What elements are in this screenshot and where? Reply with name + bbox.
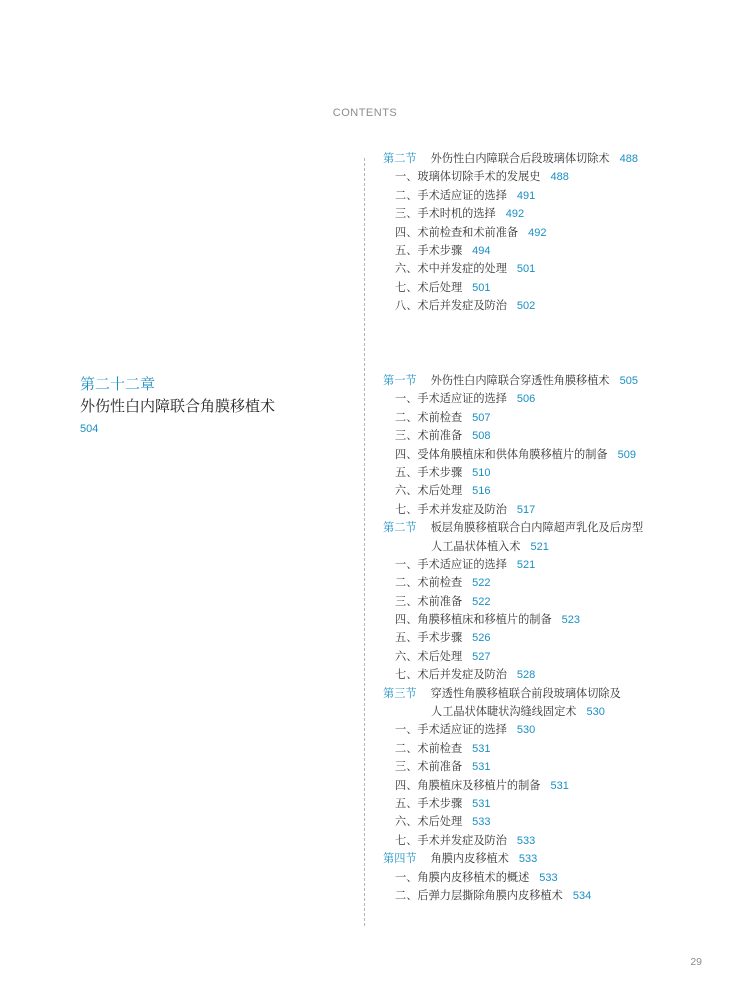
chapter-title: 外伤性白内障联合角膜移植术: [80, 397, 276, 415]
toc-item-entry[interactable]: [383, 224, 713, 242]
toc-item-entry[interactable]: [383, 482, 713, 500]
toc-item-entry[interactable]: [383, 501, 713, 519]
entry-page-number: 528: [516, 669, 536, 682]
entry-title: 六、术后处理: [395, 815, 463, 829]
entry-title: 三、手术时机的选择: [395, 207, 496, 221]
section-label: 第三节: [383, 686, 417, 700]
toc-section-entry[interactable]: [383, 850, 713, 868]
entry-page-number: 510: [472, 466, 491, 479]
toc-item-entry[interactable]: [383, 869, 713, 887]
toc-item-entry[interactable]: [383, 832, 713, 850]
entry-title: 四、受体角膜植床和供体角膜移植片的制备: [395, 447, 608, 461]
toc-item-entry[interactable]: [383, 758, 713, 776]
section-label: 第二节: [383, 152, 417, 165]
entry-title: 七、手术并发症及防治: [395, 502, 507, 516]
toc-item-entry[interactable]: [383, 721, 713, 739]
entry-title: 三、术前准备: [395, 760, 463, 774]
entry-title: 五、手术步骤: [395, 796, 463, 810]
entry-page-number: 488: [550, 171, 569, 184]
toc-item-entry[interactable]: [383, 409, 713, 427]
chapter-number: 第二十二章: [80, 375, 156, 393]
entry-page-number: 505: [619, 375, 638, 387]
entry-title: 角膜内皮移植术: [430, 852, 509, 866]
toc-item-entry[interactable]: [383, 813, 713, 831]
entry-page-number: 517: [516, 503, 536, 516]
entry-title: 七、手术并发症及防治: [395, 833, 507, 847]
entry-page-number: 501: [516, 263, 536, 276]
entry-page-number: 492: [528, 226, 547, 239]
entry-page-number: 533: [518, 853, 538, 866]
entry-title: 一、手术适应证的选择: [395, 392, 507, 406]
toc-item-entry[interactable]: [383, 427, 713, 445]
entry-page-number: 502: [516, 300, 536, 313]
entry-page-number: 492: [505, 208, 525, 221]
toc-item-entry[interactable]: [383, 574, 713, 592]
entry-title: 板层角膜移植联合白内障超声乳化及后房型: [430, 521, 644, 535]
section-label: 第一节: [383, 374, 417, 387]
toc-item-entry[interactable]: [383, 740, 713, 758]
entry-title: 六、术后处理: [395, 649, 463, 663]
toc-section-entry[interactable]: [383, 150, 713, 168]
entry-title: 三、术前准备: [395, 429, 463, 443]
entry-page-number: 516: [472, 485, 491, 498]
entry-title: 二、术前检查: [395, 741, 463, 755]
entry-title: 外伤性白内障联合穿透性角膜移植术: [430, 374, 610, 387]
toc-item-entry[interactable]: [383, 629, 713, 647]
entry-title: 二、术前检查: [395, 410, 463, 424]
entry-title: 一、手术适应证的选择: [395, 723, 507, 737]
entry-title: 二、术前检查: [395, 576, 463, 590]
entry-page-number: 506: [516, 393, 536, 406]
toc-section-entry[interactable]: [383, 372, 713, 390]
entry-page-number: 530: [586, 706, 605, 719]
toc-section-entry[interactable]: [383, 519, 713, 537]
entry-title: 七、术后并发症及防治: [395, 668, 507, 682]
entry-page-number: 533: [472, 816, 491, 829]
toc-item-entry[interactable]: [383, 297, 713, 315]
entry-title: 二、手术适应证的选择: [395, 188, 507, 202]
entry-title: 穿透性角膜移植联合前段玻璃体切除及: [430, 686, 621, 700]
toc-item-entry[interactable]: [383, 168, 713, 186]
entry-title: 五、手术步骤: [395, 631, 463, 645]
toc-item-entry[interactable]: [383, 648, 713, 666]
toc-section-entry[interactable]: [383, 685, 713, 703]
entry-title: 四、术前检查和术前准备: [395, 225, 519, 239]
entry-page-number: 491: [516, 189, 536, 202]
toc-item-entry[interactable]: [383, 279, 713, 297]
toc-item-entry[interactable]: [383, 187, 713, 205]
dashed-divider: [364, 158, 365, 926]
entry-title: 人工晶状体植入术: [431, 539, 521, 553]
entry-page-number: 488: [619, 153, 638, 165]
entry-title: 五、手术步骤: [395, 243, 463, 257]
entry-page-number: 531: [472, 797, 491, 810]
toc-item-entry[interactable]: [383, 446, 713, 464]
entry-page-number: 530: [516, 724, 536, 737]
toc-item-entry[interactable]: [383, 260, 713, 278]
entry-title: 人工晶状体睫状沟缝线固定术: [431, 705, 577, 719]
entry-title: 六、术中并发症的处理: [395, 262, 507, 276]
entry-page-number: 531: [472, 742, 491, 755]
toc-item-entry[interactable]: [383, 703, 713, 721]
entry-page-number: 523: [561, 614, 580, 627]
entry-page-number: 521: [516, 558, 536, 571]
entry-title: 八、术后并发症及防治: [395, 299, 507, 313]
chapter-page-number[interactable]: 504: [80, 423, 99, 435]
entry-title: 六、术后处理: [395, 484, 463, 498]
toc-item-entry[interactable]: [383, 887, 713, 905]
entry-title: 五、手术步骤: [395, 465, 463, 479]
section-label: 第四节: [383, 852, 417, 866]
entry-page-number: 533: [539, 871, 558, 884]
entry-page-number: 531: [472, 761, 491, 774]
entry-page-number: 501: [472, 281, 491, 294]
entry-title: 三、术前准备: [395, 594, 463, 608]
toc-block-chapter22: [383, 372, 713, 905]
entry-page-number: 531: [550, 779, 569, 792]
chapter-heading: [80, 374, 340, 435]
toc-item-entry[interactable]: [383, 390, 713, 408]
entry-page-number: 533: [516, 834, 536, 847]
entry-page-number: 534: [572, 889, 592, 902]
toc-item-entry[interactable]: [383, 611, 713, 629]
entry-page-number: 522: [472, 577, 491, 590]
entry-title: 四、角膜植床及移植片的制备: [395, 778, 541, 792]
entry-page-number: 527: [472, 650, 491, 663]
entry-title: 四、角膜移植床和移植片的制备: [395, 613, 552, 627]
toc-item-entry[interactable]: [383, 464, 713, 482]
entry-title: 一、玻璃体切除手术的发展史: [395, 170, 541, 184]
toc-item-entry[interactable]: [383, 777, 713, 795]
entry-title: 外伤性白内障联合后段玻璃体切除术: [430, 152, 610, 165]
toc-item-entry[interactable]: [383, 666, 713, 684]
entry-title: 七、术后处理: [395, 280, 463, 294]
entry-title: 一、角膜内皮移植术的概述: [395, 870, 530, 884]
entry-page-number: 507: [472, 411, 491, 424]
entry-page-number: 526: [472, 632, 491, 645]
toc-item-entry[interactable]: [383, 538, 713, 556]
entry-page-number: 494: [472, 244, 491, 257]
toc-item-entry[interactable]: [383, 242, 713, 260]
toc-block-chapter21-section2: [383, 150, 713, 316]
entry-title: 一、手术适应证的选择: [395, 557, 507, 571]
entry-page-number: 509: [617, 448, 636, 461]
entry-page-number: 508: [472, 430, 491, 443]
entry-page-number: 522: [472, 595, 491, 608]
entry-page-number: 521: [530, 540, 549, 553]
contents-header: CONTENTS: [332, 107, 398, 119]
entry-title: 二、后弹力层撕除角膜内皮移植术: [395, 888, 563, 902]
toc-item-entry[interactable]: [383, 593, 713, 611]
section-label: 第二节: [383, 521, 417, 535]
toc-item-entry[interactable]: [383, 556, 713, 574]
toc-item-entry[interactable]: [383, 205, 713, 223]
toc-item-entry[interactable]: [383, 795, 713, 813]
page-number: 29: [690, 956, 702, 968]
